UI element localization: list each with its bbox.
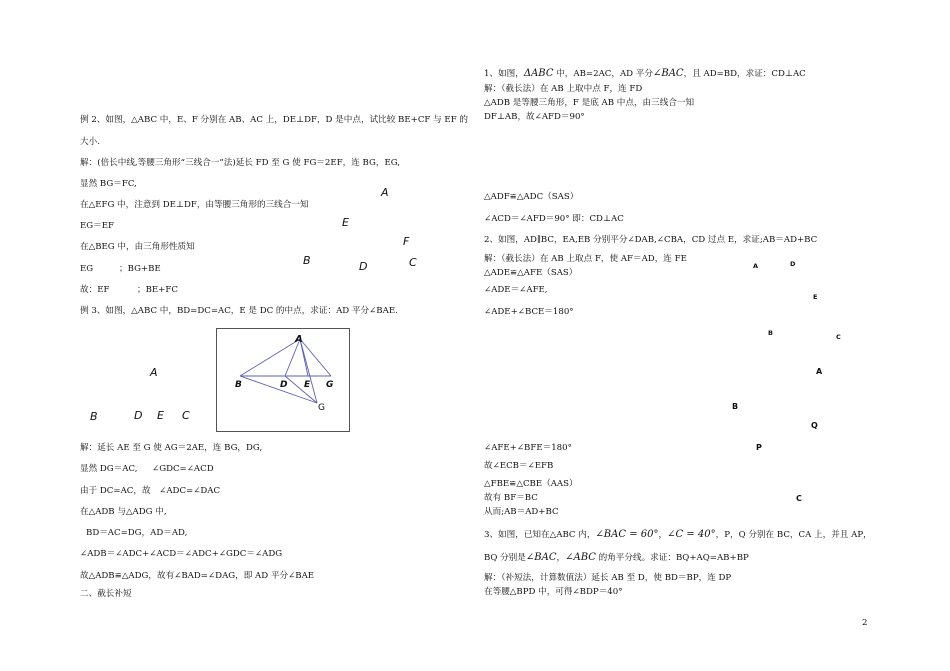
p1-pre: 1、如图， [484,69,524,79]
fig5-label-b: B [732,402,739,411]
fig4-label-c: C [836,333,841,341]
ex3-sol1: 解：延长 AE 至 G 使 AG＝2AE，连 BG，DG, [80,443,263,453]
p3-l2e: 的角平分线。求证：BQ+AQ=AB+BP [595,553,749,563]
ex3-line1: 例 3、如图，△ABC 中，BD=DC=AC，E 是 DC 的中点，求证：AD 平分∠BAE. [80,306,398,316]
p2-sol1: 解：（截长法）在 AB 上取点 F，使 AF＝AD，连 FE [484,254,687,264]
p2-line: 2、如图，AD∥BC，EA,EB 分别平分∠DAB,∠CBA，CD 过点 E，求证;AB＝AD+BC [484,235,818,245]
fig3-label-d: D [280,380,288,390]
p1-post: ，且 AD=BD，求证：CD⊥AC [683,69,806,79]
fig3-label-b: B [235,380,242,390]
p3-line2 [484,552,749,564]
p1-line [484,68,806,80]
p3-l2d: ∠ABC [565,552,596,563]
fig5-label-p: P [756,443,762,452]
p1-sol1: 解：（截长法）在 AB 上取中点 F，连 FD [484,84,643,94]
fig1-label-d: D [359,260,368,273]
fig3-label-g: G [318,403,325,413]
fig4-label-d: D [790,260,796,268]
p3-l2a: BQ 分别是 [484,553,526,563]
fig2-label-c: C [182,409,190,422]
fig1-label-e: E [342,216,349,229]
ex2-sol5: 在△BEG 中，由三角形性质知 [80,242,195,252]
p1-triangle: ΔABC [523,68,554,79]
ex3-sol3: 由于 DC=AC，故 ∠ADC=∠DAC [80,486,221,496]
p1-mid: 中，AB=2AC，AD 平分 [553,69,653,79]
fig3-label-g-mid: G [326,380,334,390]
ex3-sol2a: 显然 DG＝AC, [80,464,138,474]
section-heading: 二、截长补短 [80,589,132,599]
p3-post: ，P，Q 分别在 BC，CA 上，并且 AP， [715,530,872,540]
fig3-label-a: A [295,334,303,345]
p2-sol5: ∠AFE+∠BFE＝180° [484,443,572,453]
p3-mid: ， [658,530,668,540]
ex3-sol5: BD＝AC=DG，AD＝AD, [86,528,188,538]
fig2-label-a: A [150,366,158,379]
p3-l2b: ∠BAC [525,552,557,563]
p2-sol4: ∠ADE+∠BCE＝180° [484,307,574,317]
ex2-sol2: 显然 BG＝FC, [80,179,137,189]
ex3-sol6: ∠ADB＝∠ADC+∠ACD＝∠ADC+∠GDC＝∠ADG [80,549,283,559]
fig1-label-c: C [409,256,417,269]
p2-sol6: 故∠ECB＝∠EFB [484,461,554,471]
fig2-label-e: E [157,409,164,422]
p1-sol2: △ADB 是等腰三角形，F 是底 AB 中点，由三线合一知 [484,98,695,108]
fig2-label-b: B [90,410,98,423]
ex2-sol1: 解：(倍长中线,等腰三角形“三线合一”法)延长 FD 至 G 使 FG＝2EF，连 BG，EG, [80,158,401,168]
fig4-label-e: E [813,293,818,301]
fig5-label-c: C [796,494,802,503]
p2-sol9: 从而;AB＝AD+BC [484,507,559,517]
ex2-sol4: EG＝EF [80,221,114,231]
p3-pre: 3、如图，已知在△ABC 内， [484,530,596,540]
p3-sol1: 解：（补短法，计算数值法）延长 AB 至 D，使 BD＝BP，连 DP [484,573,732,583]
fig4-label-a: A [753,262,759,270]
ex2-sol7a: 故：EF [80,285,110,295]
fig1-label-f: F [403,235,410,248]
fig5-label-q: Q [811,421,818,430]
fig1-label-b: B [303,254,311,267]
p1-sol3: DF⊥AB，故∠AFD＝90° [484,112,585,122]
ex2-sol7b: ；BE+FC [137,285,178,295]
fig2-label-d: D [134,409,143,422]
ex3-sol4: 在△ADB 与△ADG 中, [80,507,167,517]
p2-sol8: 故有 BF＝BC [484,493,538,503]
p3-l2c: ， [556,553,566,563]
ex2-sol6b: ；BG+BE [119,264,161,274]
p2-sol3: ∠ADE＝∠AFE, [484,285,548,295]
p3-angle2: ∠C = 40° [667,529,716,540]
p1-angle: ∠BAC [652,68,684,79]
fig3-label-e: E [304,380,311,390]
fig3-diagram [216,328,351,433]
p3-angle1: ∠BAC = 60° [595,529,659,540]
p1-sol4: △ADF≌△ADC（SAS） [484,192,579,202]
p2-sol2: △ADE≌△AFE（SAS） [484,268,578,278]
p3-line1 [484,529,872,541]
ex3-sol7: 故△ADB≌△ADG，故有∠BAD=∠DAG，即 AD 平分∠BAE [80,571,315,581]
ex2-sol3: 在△EFG 中，注意到 DE⊥DF，由等腰三角形的三线合一知 [80,200,309,210]
p1-sol5: ∠ACD＝∠AFD＝90° 即：CD⊥AC [484,214,624,224]
fig5-label-a: A [816,367,823,376]
page-number: 2 [862,618,868,628]
ex2-line2: 大小. [80,137,100,147]
p3-sol2: 在等腰△BPD 中，可得∠BDP＝40° [484,587,623,597]
ex2-sol6a: EG [80,264,94,274]
fig1-label-a: A [381,186,389,199]
fig4-label-b: B [768,329,773,337]
ex2-line1: 例 2、如图，△ABC 中，E、F 分别在 AB、AC 上，DE⊥DF，D 是中点，试比较 BE+CF 与 EF 的 [80,115,468,125]
ex3-sol2b: ∠GDC=∠ACD [152,464,214,474]
p2-sol7: △FBE≌△CBE（AAS） [484,479,578,489]
